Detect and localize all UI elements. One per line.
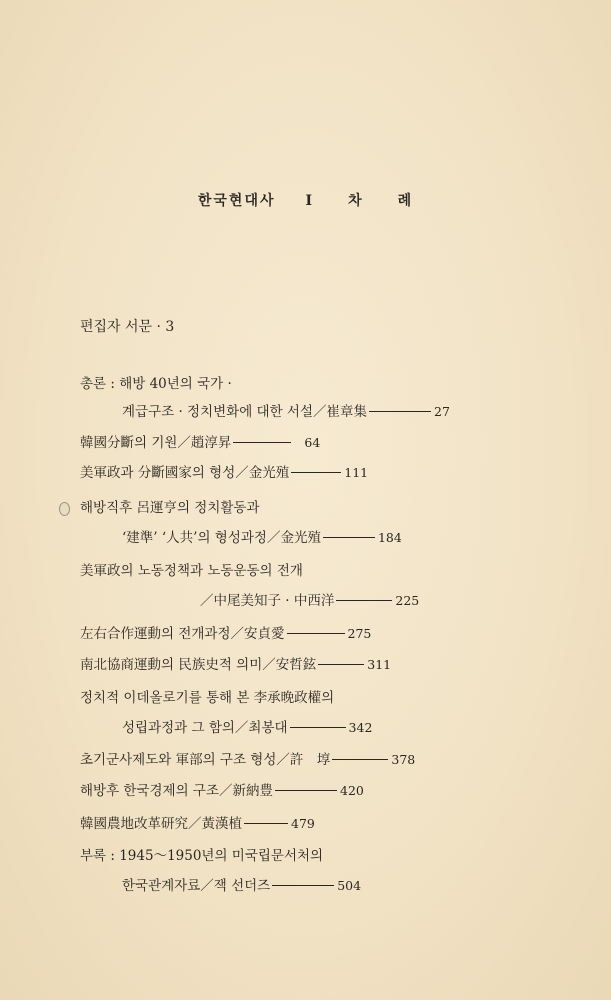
page-number: 504 bbox=[337, 878, 362, 893]
toc-entry-text: 美軍政의 노동정책과 노동운동의 전개 bbox=[80, 563, 303, 579]
leader-line bbox=[275, 790, 337, 791]
toc-entry bbox=[122, 400, 450, 420]
toc-entry-text: 韓國分斷의 기원／趙淳昇 bbox=[80, 435, 232, 451]
toc-entry-text: 韓國農地改革研究／黃漢植 bbox=[80, 816, 242, 832]
toc-entry bbox=[122, 716, 372, 736]
page-number: 225 bbox=[395, 593, 420, 608]
toc-entry bbox=[80, 653, 391, 673]
leader-line bbox=[291, 472, 341, 473]
title-contents-2: 례 bbox=[397, 193, 414, 209]
page-number: 111 bbox=[344, 465, 369, 480]
leader-line bbox=[290, 727, 346, 728]
title-volume: I bbox=[305, 193, 315, 209]
toc-entry bbox=[200, 589, 419, 609]
toc-entry-text: 부록 : 1945～1950년의 미국립문서처의 bbox=[80, 848, 324, 864]
title-contents-1: 차 bbox=[348, 193, 364, 209]
leader-line bbox=[332, 759, 388, 760]
toc-entry bbox=[80, 686, 334, 706]
preface-entry: 편집자 서문 · 3 bbox=[80, 319, 175, 335]
leader-line bbox=[272, 885, 334, 886]
toc-entry-text: 성립과정과 그 함의／최봉대 bbox=[122, 720, 288, 736]
title-book-name: 한국현대사 bbox=[197, 193, 276, 209]
page-number: 420 bbox=[340, 783, 364, 798]
page-number: 64 bbox=[304, 435, 321, 450]
leader-line bbox=[369, 411, 431, 412]
toc-entry bbox=[80, 461, 368, 481]
toc-entry bbox=[80, 431, 320, 451]
toc-entry bbox=[80, 844, 323, 864]
toc-entry bbox=[80, 372, 232, 392]
toc-entry-text: ‘建準’ ‘人共’의 형성과정／金光殖 bbox=[122, 530, 321, 546]
leader-line bbox=[244, 823, 288, 824]
page-number: 27 bbox=[434, 404, 450, 419]
leader-line bbox=[233, 442, 291, 443]
toc-entry bbox=[80, 559, 303, 579]
toc-entry bbox=[80, 496, 260, 516]
toc-entry-text: 정치적 이데올로기를 통해 본 李承晚政權의 bbox=[80, 690, 335, 706]
toc-entry-text: 총론 : 해방 40년의 국가 · bbox=[80, 376, 232, 392]
leader-line bbox=[287, 633, 345, 634]
toc-entry bbox=[80, 812, 315, 832]
toc-entry bbox=[122, 874, 361, 894]
page-number: 184 bbox=[377, 530, 402, 545]
toc-entry-text: 초기군사제도와 軍部의 구조 형성／許 埻 bbox=[80, 752, 331, 768]
toc-entry-text: 해방후 한국경제의 구조／新納豊 bbox=[80, 783, 273, 799]
toc-entry-text: ／中尾美知子 · 中西洋 bbox=[200, 593, 335, 609]
page-number: 342 bbox=[348, 720, 373, 735]
toc-entry-text: 美軍政과 分斷國家의 형성／金光殖 bbox=[80, 465, 290, 481]
leader-line bbox=[323, 537, 375, 538]
punch-hole-mark bbox=[59, 502, 70, 516]
toc-entry-text: 左右合作運動의 전개과정／安貞愛 bbox=[80, 626, 285, 642]
toc-entry-text: 南北協商運動의 民族史적 의미／安哲鉉 bbox=[80, 657, 317, 673]
page-number: 311 bbox=[367, 657, 392, 672]
leader-line bbox=[318, 664, 364, 665]
page-number: 479 bbox=[291, 816, 315, 831]
toc-entry bbox=[122, 526, 402, 546]
toc-entry bbox=[80, 779, 364, 799]
toc-entry bbox=[80, 622, 371, 642]
toc-entry-text: 해방직후 呂運亨의 정치활동과 bbox=[80, 500, 260, 516]
toc-entry-text: 한국관계자료／잭 선더즈 bbox=[122, 878, 271, 894]
toc-entry bbox=[80, 748, 415, 768]
page-number: 378 bbox=[391, 752, 416, 767]
leader-line bbox=[336, 600, 392, 601]
page-title bbox=[0, 190, 611, 210]
toc-entry-text: 계급구조 · 정치변화에 대한 서설／崔章集 bbox=[122, 404, 367, 420]
page-number: 275 bbox=[347, 626, 372, 641]
